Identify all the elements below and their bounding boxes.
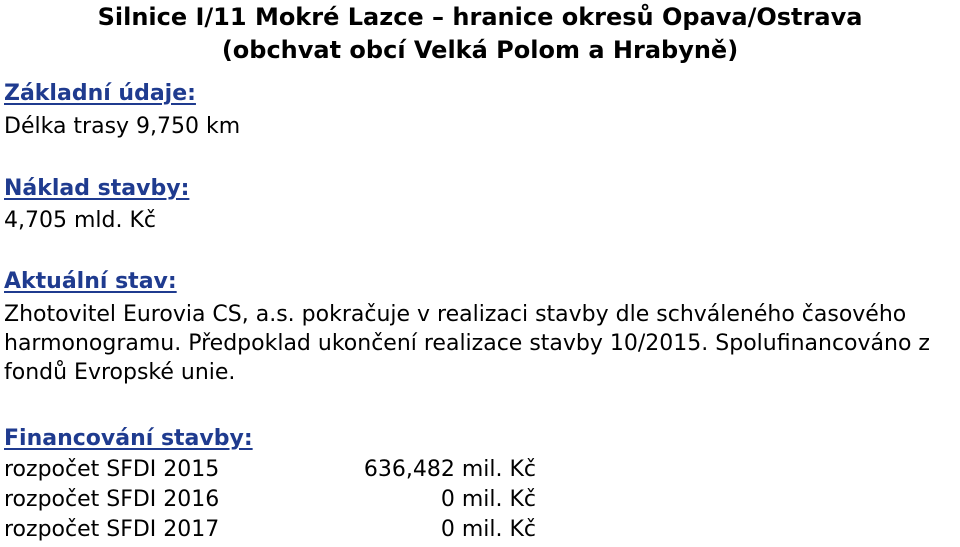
budget-value: 0 mil. Kč bbox=[440, 487, 536, 512]
financing-heading: Financování stavby: bbox=[4, 426, 253, 451]
cost-text: 4,705 mld. Kč bbox=[4, 208, 156, 233]
title-line-2: (obchvat obcí Velká Polom a Hrabyně) bbox=[221, 36, 739, 64]
financing-row bbox=[4, 456, 564, 484]
budget-label: rozpočet SFDI 2015 bbox=[4, 457, 220, 482]
budget-label: rozpočet SFDI 2016 bbox=[4, 487, 220, 512]
budget-value: 636,482 mil. Kč bbox=[363, 457, 536, 482]
financing-row bbox=[4, 486, 564, 514]
basic-heading: Základní údaje: bbox=[4, 81, 196, 106]
financing-row bbox=[4, 516, 564, 544]
budget-value: 0 mil. Kč bbox=[440, 517, 536, 542]
cost-heading: Náklad stavby: bbox=[4, 176, 190, 201]
status-paragraph bbox=[4, 300, 960, 387]
status-heading: Aktuální stav: bbox=[4, 269, 177, 294]
route-length-text: Délka trasy 9,750 km bbox=[4, 114, 241, 139]
status-line-2: harmonogramu. Předpoklad ukončení realizace stavby 10/2015. Spolufinancováno z bbox=[4, 331, 930, 356]
title-line-1: Silnice I/11 Mokré Lazce – hranice okresů Opava/Ostrava bbox=[97, 3, 863, 31]
status-line-1: Zhotovitel Eurovia CS, a.s. pokračuje v realizaci stavby dle schváleného časového bbox=[4, 302, 907, 327]
status-line-3: fondů Evropské unie. bbox=[4, 360, 236, 385]
budget-label: rozpočet SFDI 2017 bbox=[4, 517, 220, 542]
